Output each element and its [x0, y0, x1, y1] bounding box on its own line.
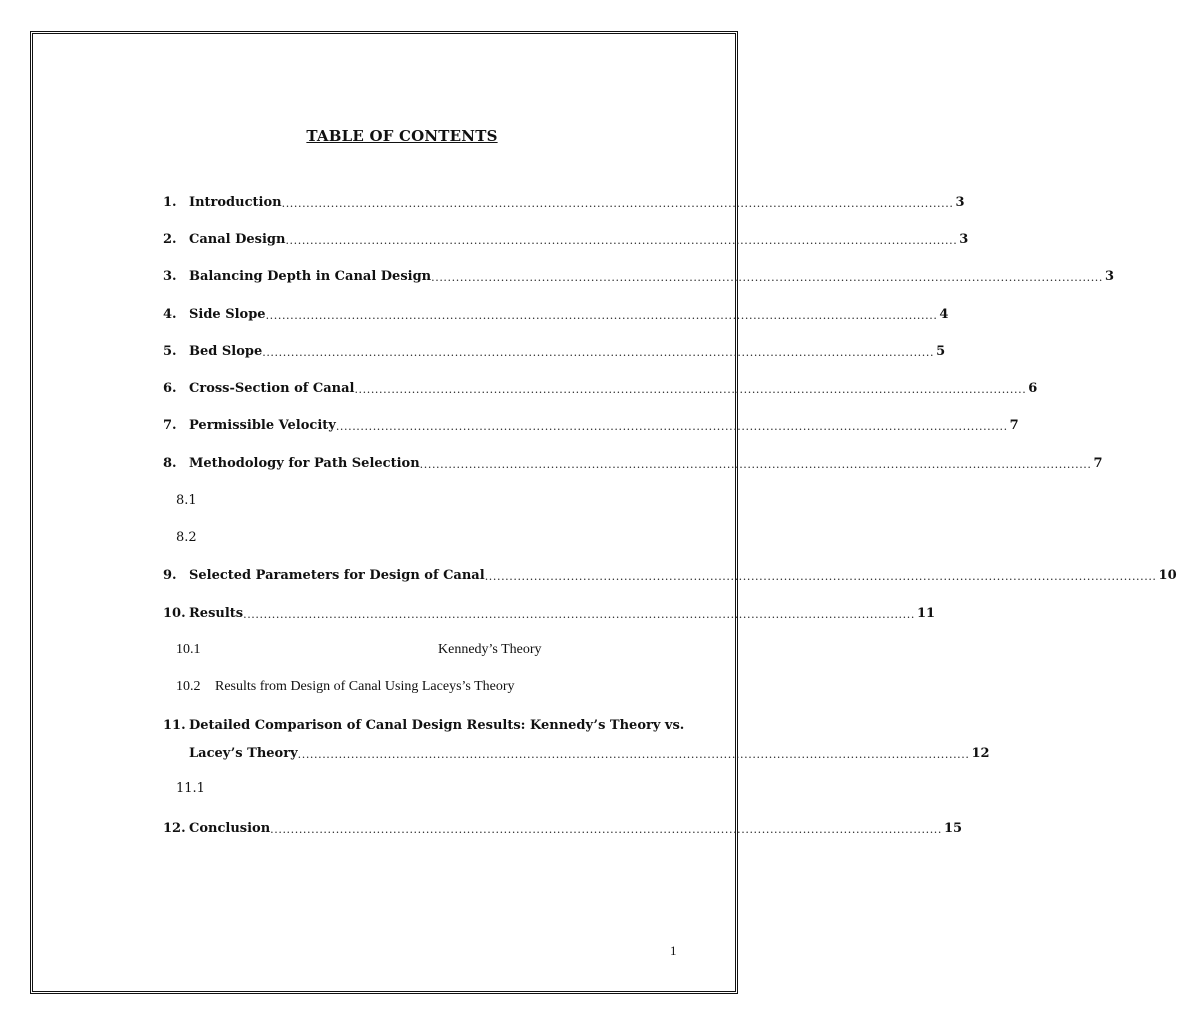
toc-entry-8[interactable]	[163, 452, 1103, 472]
toc-sub-entry-10-1-number[interactable]: 10.1	[176, 642, 201, 657]
toc-entry-number: 11.	[163, 718, 186, 733]
toc-entry-page: 3	[959, 232, 969, 247]
toc-entry-title: Canal Design	[189, 232, 286, 247]
toc-entry-10[interactable]	[163, 602, 936, 622]
toc-sub-entry-8-1[interactable]: 8.1	[176, 493, 197, 508]
toc-entry-page: 15	[944, 821, 963, 836]
toc-entry-page: 6	[1028, 381, 1038, 396]
toc-entry-page: 12	[971, 746, 990, 761]
toc-entry-page: 7	[1093, 456, 1103, 471]
toc-entry-title: Detailed Comparison of Canal Design Results: Kennedy’s Theory vs.	[189, 718, 685, 733]
toc-entry-title: Results	[189, 606, 244, 621]
dot-leader: ....................................................................................................................................................................	[419, 458, 1092, 471]
dot-leader: ....................................................................................................................................................................	[243, 608, 915, 621]
toc-entry-number: 4.	[163, 307, 177, 322]
toc-sub-entry-10-1-title[interactable]: Kennedy’s Theory	[438, 642, 542, 657]
toc-entry-number: 2.	[163, 232, 177, 247]
toc-entry-3[interactable]	[163, 265, 1115, 285]
toc-entry-2[interactable]	[163, 228, 969, 248]
toc-entry-page: 7	[1009, 418, 1019, 433]
toc-entry-number: 9.	[163, 568, 177, 583]
toc-entry-page: 10	[1158, 568, 1177, 583]
toc-entry-page: 3	[1104, 269, 1115, 284]
toc-entry-title: Selected Parameters for Design of Canal	[189, 568, 485, 583]
dot-leader: ....................................................................................................................................................................	[297, 748, 970, 761]
toc-entry-number: 8.	[163, 456, 177, 471]
toc-sub-entry-11-1[interactable]: 11.1	[176, 781, 205, 796]
toc-sub-entry-10-2-number[interactable]: 10.2	[176, 679, 201, 694]
toc-entry-7[interactable]	[163, 414, 1019, 434]
page-border-inner	[32, 33, 736, 992]
toc-entry-title: Side Slope	[189, 307, 266, 322]
toc-entry-11-continuation[interactable]	[163, 742, 990, 762]
dot-leader: ....................................................................................................................................................................	[285, 234, 958, 247]
toc-entry-11[interactable]	[163, 714, 685, 734]
toc-entry-9[interactable]	[163, 564, 1177, 584]
toc-entry-number: 1.	[163, 195, 177, 210]
toc-entry-title: Balancing Depth in Canal Design	[189, 269, 432, 284]
toc-entry-page: 4	[939, 307, 949, 322]
dot-leader: ....................................................................................................................................................................	[265, 309, 938, 322]
toc-entry-title: Cross-Section of Canal	[189, 381, 355, 396]
toc-entry-1[interactable]	[163, 191, 965, 211]
dot-leader: ....................................................................................................................................................................	[354, 383, 1027, 396]
toc-entry-title: Conclusion	[189, 821, 271, 836]
toc-title: TABLE OF CONTENTS	[306, 127, 498, 145]
toc-entry-title: Methodology for Path Selection	[189, 456, 420, 471]
toc-entry-title-line2: Lacey’s Theory	[189, 746, 298, 761]
dot-leader: ....................................................................................................................................................................	[281, 197, 954, 210]
toc-entry-page: 3	[955, 195, 965, 210]
toc-entry-title: Introduction	[189, 195, 282, 210]
dot-leader: ....................................................................................................................................................................	[335, 420, 1008, 433]
dot-leader: ....................................................................................................................................................................	[270, 823, 942, 836]
toc-sub-entry-10-2-title[interactable]: Results from Design of Canal Using Laceys’s Theory	[215, 679, 515, 694]
dot-leader: ....................................................................................................................................................................	[431, 271, 1103, 284]
toc-entry-number: 5.	[163, 344, 177, 359]
toc-entry-page: 5	[936, 344, 946, 359]
toc-entry-title: Bed Slope	[189, 344, 263, 359]
page-number: 1	[670, 943, 677, 958]
toc-entry-number: 10.	[163, 606, 186, 621]
toc-entry-5[interactable]	[163, 340, 946, 360]
dot-leader: ....................................................................................................................................................................	[484, 570, 1157, 583]
toc-entry-number: 6.	[163, 381, 177, 396]
toc-sub-entry-8-2[interactable]: 8.2	[176, 530, 197, 545]
toc-entry-12[interactable]	[163, 817, 963, 837]
toc-entry-4[interactable]	[163, 303, 949, 323]
toc-entry-number: 12.	[163, 821, 186, 836]
toc-entry-6[interactable]	[163, 377, 1038, 397]
toc-entry-number: 7.	[163, 418, 177, 433]
toc-entry-page: 11	[916, 606, 936, 621]
toc-entry-number: 3.	[163, 269, 177, 284]
dot-leader: ....................................................................................................................................................................	[262, 346, 935, 359]
toc-entry-title: Permissible Velocity	[189, 418, 336, 433]
